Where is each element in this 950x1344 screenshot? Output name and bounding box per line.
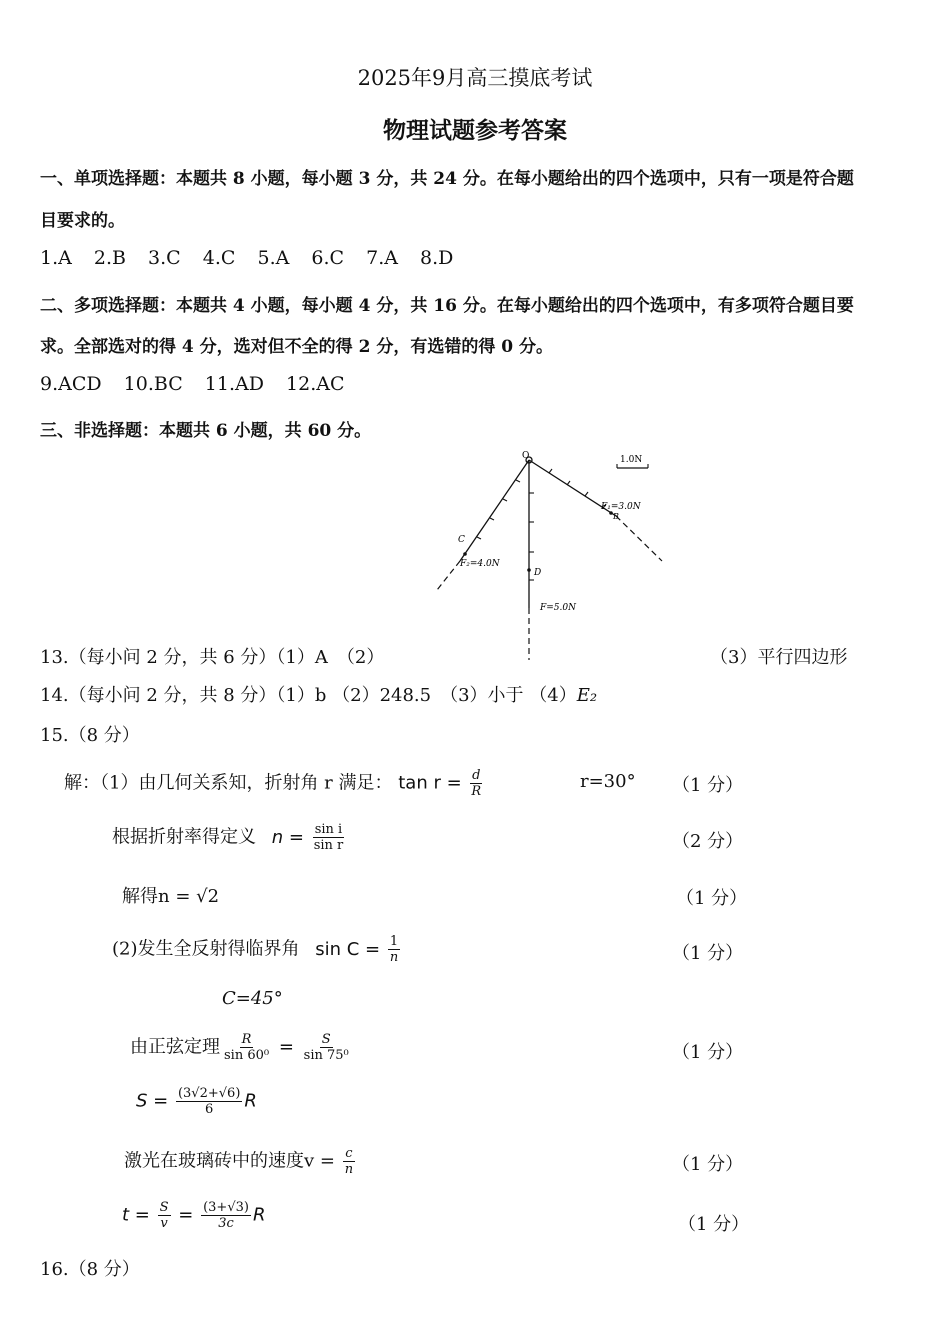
label-f1: F₁=3.0N [601,502,641,512]
section1-instructions-line1: 一、单项选择题：本题共 8 小题，每小题 3 分，共 24 分。在每小题给出的四个选项中，只有一项是符合题 [40,169,854,189]
f2-ticks [477,480,520,539]
q15-step6-score: （1 分） [672,1042,744,1063]
q15-step9-fraction1: $\frac{S}{v}$ [159,1200,169,1231]
q15-step1 [64,768,485,799]
q15-step2-eq: n = [271,826,304,848]
q15-step9: t = $\frac{S}{v}$ = $\frac{(3+√3)}{3c}$ R [122,1200,266,1231]
f1-dashed-extension [616,516,662,561]
f2-line [460,460,529,561]
section1-answers [40,247,469,269]
q14-e2: E₂ [576,685,598,706]
answer-4: 4.C [202,247,236,269]
label-f: F=5.0N [540,603,576,613]
f2-dashed-extension [437,561,460,590]
q15-step4-eq: sin C = [315,938,381,960]
answer-3: 3.C [148,247,181,269]
label-b: B [613,512,619,521]
f1-ticks [549,469,606,508]
q15-step1-text: 解：（1）由几何关系知，折射角 r 满足： [64,772,393,794]
q15-step9-score: （1 分） [678,1214,750,1235]
section1-instructions-line2: 目要求的。 [40,211,125,231]
section2-answers [40,373,361,395]
q15-step9-fraction2: $\frac{(3+√3)}{3c}$ [203,1200,249,1231]
force-parallelogram-diagram [420,448,680,663]
label-f2: F₂=4.0N [460,559,500,569]
q15-step4 [112,934,402,965]
q15-step4-fraction: $\frac{1}{n}$ [389,934,399,965]
answer-2: 2.B [93,247,126,269]
q15-step6: 由正弦定理 $\frac{R}{\text{sin 60⁰}}$ = $\frac{S}{\text{sin 75⁰}}$ [130,1032,349,1063]
q15-step6-fraction1: $\frac{R}{\text{sin 60⁰}}$ [224,1032,270,1063]
q15-step1-eq: tan r = [398,772,462,794]
label-o: O [522,451,530,461]
q15-step4-score: （1 分） [672,943,744,964]
q15-step4-text: (2)发生全反射得临界角 [112,938,300,960]
q16-heading: 16.（8 分） [40,1259,140,1280]
answer-9: 9.ACD [40,373,102,395]
point-d-marker [527,568,531,572]
q15-step3-score: （1 分） [676,888,748,909]
q14-answer [40,681,597,707]
q15-step1-fraction: $\frac{d}{R}$ [471,768,482,799]
answer-6: 6.C [311,247,345,269]
q15-step5: C=45° [222,988,283,1009]
q15-step7: S = $\frac{(3√2+√6)}{6}$ R [136,1086,257,1117]
q15-step1-score: （1 分） [672,775,744,796]
q15-step3: 解得n = √2 [122,886,220,907]
answer-10: 10.BC [123,373,183,395]
q13-answer: 13.（每小问 2 分，共 6 分）（1）A （2） [40,647,385,668]
label-c: C [458,535,465,545]
q15-step2-fraction: $\frac{\text{sin i}}{\text{sin r}}$ [313,822,344,853]
answer-12: 12.AC [286,373,345,395]
label-d: D [534,568,542,578]
section3-instructions: 三、非选择题：本题共 6 小题，共 60 分。 [40,421,372,441]
exam-title: 2025年9月高三摸底考试 [357,66,593,90]
answer-7: 7.A [366,247,398,269]
q15-step6-text: 由正弦定理 [130,1036,220,1058]
q14-answer-text: 14.（每小问 2 分，共 8 分）（1）b （2）248.5 （3）小于 （4） [40,685,577,706]
answer-1: 1.A [40,247,72,269]
answer-8: 8.D [420,247,454,269]
q15-step1-result: r=30° [580,771,636,792]
q15-step2-text: 根据折射率得定义 [112,826,256,848]
q15-step8-score: （1 分） [672,1154,744,1175]
section2-instructions-line2: 求。全部选对的得 4 分，选对但不全的得 2 分，有选错的得 0 分。 [40,337,553,357]
point-c-marker [463,552,467,556]
label-scale: 1.0N [620,455,643,465]
q15-heading: 15.（8 分） [40,725,140,746]
q15-step6-fraction2: $\frac{S}{\text{sin 75⁰}}$ [303,1032,349,1063]
q15-step8 [124,1146,357,1177]
q15-step8-fraction: $\frac{c}{n}$ [344,1146,354,1177]
section2-instructions-line1: 二、多项选择题：本题共 4 小题，每小题 4 分，共 16 分。在每小题给出的四个选项中，有多项符合题目要 [40,296,854,316]
answer-5: 5.A [257,247,290,269]
q15-step2-score: （2 分） [672,831,744,852]
q15-step2 [112,822,347,853]
q15-step8-text: 激光在玻璃砖中的速度v = [124,1150,335,1172]
f-ticks [529,493,534,580]
q13-answer-part3: （3）平行四边形 [710,647,848,668]
answer-11: 11.AD [204,373,264,395]
answer-key-title: 物理试题参考答案 [383,117,567,144]
q15-step7-fraction: $\frac{(3√2+√6)}{6}$ [177,1086,241,1117]
